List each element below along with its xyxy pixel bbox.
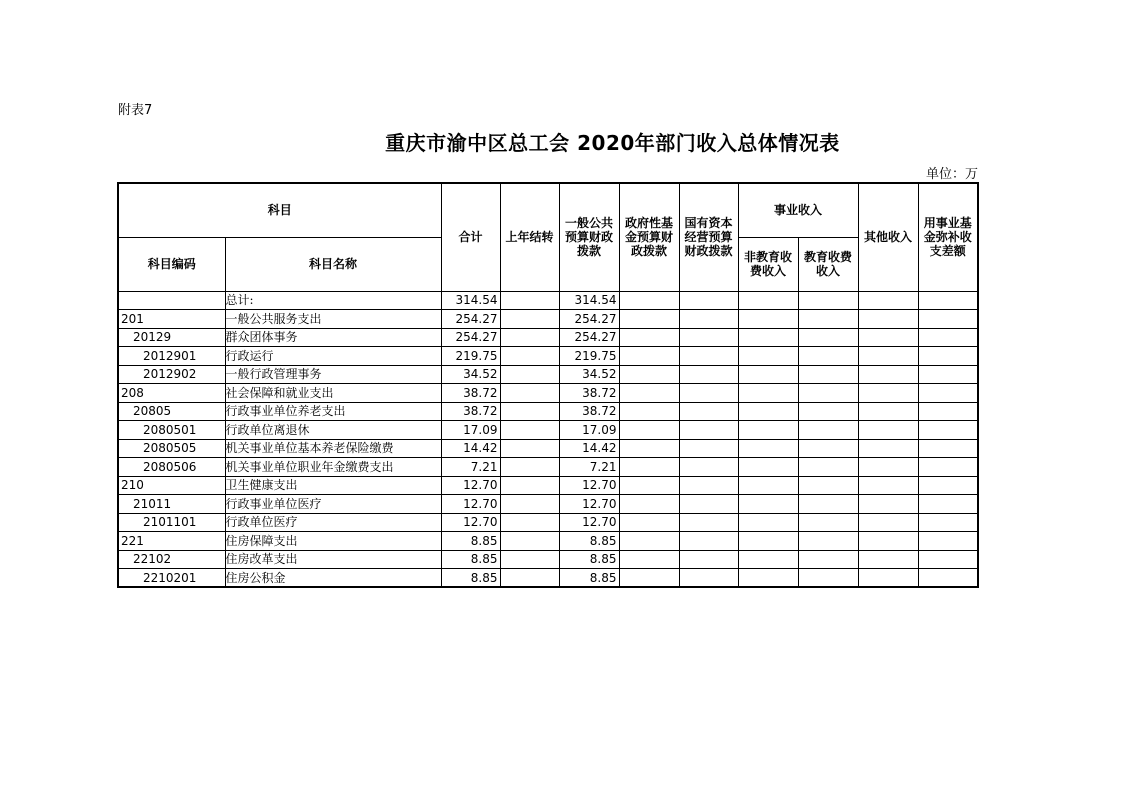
cell-non-edu-fee <box>738 550 798 569</box>
cell-name: 住房公积金 <box>225 569 441 588</box>
cell-other-income <box>858 569 918 588</box>
cell-total: 8.85 <box>441 550 500 569</box>
cell-total: 8.85 <box>441 569 500 588</box>
cell-non-edu-fee <box>738 291 798 310</box>
table-row <box>118 550 978 569</box>
cell-total: 254.27 <box>441 328 500 347</box>
cell-carryover <box>500 365 559 384</box>
cell-gov-fund <box>619 458 679 477</box>
table-row <box>118 495 978 514</box>
header-edu-fee: 教育收费收入 <box>798 237 858 291</box>
table-row <box>118 439 978 458</box>
cell-other-income <box>858 328 918 347</box>
cell-non-edu-fee <box>738 384 798 403</box>
cell-code: 22102 <box>118 550 225 569</box>
cell-general-budget: 38.72 <box>559 384 619 403</box>
cell-state-capital <box>679 513 738 532</box>
cell-total: 34.52 <box>441 365 500 384</box>
cell-edu-fee <box>798 569 858 588</box>
cell-fund-cover <box>918 513 978 532</box>
cell-other-income <box>858 513 918 532</box>
cell-non-edu-fee <box>738 513 798 532</box>
cell-code: 2101101 <box>118 513 225 532</box>
cell-carryover <box>500 347 559 366</box>
cell-general-budget: 12.70 <box>559 476 619 495</box>
cell-edu-fee <box>798 384 858 403</box>
cell-code: 208 <box>118 384 225 403</box>
cell-edu-fee <box>798 458 858 477</box>
cell-total: 38.72 <box>441 402 500 421</box>
cell-total: 14.42 <box>441 439 500 458</box>
cell-name: 住房保障支出 <box>225 532 441 551</box>
cell-carryover <box>500 458 559 477</box>
cell-carryover <box>500 421 559 440</box>
cell-other-income <box>858 476 918 495</box>
cell-state-capital <box>679 310 738 329</box>
header-state-capital: 国有资本经营预算财政拨款 <box>679 183 738 291</box>
cell-state-capital <box>679 402 738 421</box>
header-non-edu-fee: 非教育收费收入 <box>738 237 798 291</box>
cell-non-edu-fee <box>738 347 798 366</box>
table-body <box>118 291 978 587</box>
cell-edu-fee <box>798 365 858 384</box>
cell-code: 2080505 <box>118 439 225 458</box>
cell-total: 12.70 <box>441 513 500 532</box>
table-row <box>118 310 978 329</box>
table-row <box>118 458 978 477</box>
cell-non-edu-fee <box>738 476 798 495</box>
cell-non-edu-fee <box>738 365 798 384</box>
header-code: 科目编码 <box>118 237 225 291</box>
cell-general-budget: 8.85 <box>559 569 619 588</box>
table-row <box>118 532 978 551</box>
cell-gov-fund <box>619 550 679 569</box>
cell-gov-fund <box>619 384 679 403</box>
table-row <box>118 328 978 347</box>
cell-non-edu-fee <box>738 402 798 421</box>
cell-gov-fund <box>619 476 679 495</box>
cell-other-income <box>858 291 918 310</box>
cell-name: 行政单位离退休 <box>225 421 441 440</box>
cell-state-capital <box>679 550 738 569</box>
cell-state-capital <box>679 458 738 477</box>
cell-gov-fund <box>619 365 679 384</box>
cell-other-income <box>858 439 918 458</box>
cell-other-income <box>858 365 918 384</box>
header-total: 合计 <box>441 183 500 291</box>
cell-non-edu-fee <box>738 310 798 329</box>
cell-fund-cover <box>918 550 978 569</box>
cell-carryover <box>500 384 559 403</box>
cell-edu-fee <box>798 347 858 366</box>
cell-edu-fee <box>798 310 858 329</box>
attachment-label: 附表7 <box>118 103 153 118</box>
cell-carryover <box>500 402 559 421</box>
cell-edu-fee <box>798 402 858 421</box>
cell-name: 总计: <box>225 291 441 310</box>
table-row <box>118 402 978 421</box>
header-business-income: 事业收入 <box>738 183 858 237</box>
cell-total: 17.09 <box>441 421 500 440</box>
cell-code <box>118 291 225 310</box>
cell-state-capital <box>679 532 738 551</box>
cell-fund-cover <box>918 421 978 440</box>
cell-general-budget: 34.52 <box>559 365 619 384</box>
cell-edu-fee <box>798 513 858 532</box>
cell-edu-fee <box>798 328 858 347</box>
cell-general-budget: 7.21 <box>559 458 619 477</box>
cell-general-budget: 14.42 <box>559 439 619 458</box>
cell-state-capital <box>679 384 738 403</box>
cell-fund-cover <box>918 347 978 366</box>
cell-name: 群众团体事务 <box>225 328 441 347</box>
cell-name: 机关事业单位职业年金缴费支出 <box>225 458 441 477</box>
header-gov-fund: 政府性基金预算财政拨款 <box>619 183 679 291</box>
cell-total: 12.70 <box>441 476 500 495</box>
cell-fund-cover <box>918 495 978 514</box>
cell-name: 一般行政管理事务 <box>225 365 441 384</box>
unit-label: 单位：万 <box>925 167 978 182</box>
cell-carryover <box>500 328 559 347</box>
cell-gov-fund <box>619 402 679 421</box>
cell-non-edu-fee <box>738 458 798 477</box>
cell-code: 20129 <box>118 328 225 347</box>
cell-state-capital <box>679 328 738 347</box>
cell-code: 21011 <box>118 495 225 514</box>
cell-code: 210 <box>118 476 225 495</box>
cell-name: 卫生健康支出 <box>225 476 441 495</box>
table-row <box>118 476 978 495</box>
cell-non-edu-fee <box>738 421 798 440</box>
cell-other-income <box>858 495 918 514</box>
cell-state-capital <box>679 347 738 366</box>
cell-edu-fee <box>798 291 858 310</box>
cell-state-capital <box>679 495 738 514</box>
cell-total: 7.21 <box>441 458 500 477</box>
header-other-income: 其他收入 <box>858 183 918 291</box>
cell-fund-cover <box>918 439 978 458</box>
cell-state-capital <box>679 476 738 495</box>
cell-total: 314.54 <box>441 291 500 310</box>
cell-edu-fee <box>798 439 858 458</box>
cell-name: 一般公共服务支出 <box>225 310 441 329</box>
cell-name: 行政运行 <box>225 347 441 366</box>
cell-total: 219.75 <box>441 347 500 366</box>
cell-non-edu-fee <box>738 569 798 588</box>
cell-general-budget: 254.27 <box>559 328 619 347</box>
table-row <box>118 347 978 366</box>
cell-non-edu-fee <box>738 532 798 551</box>
cell-gov-fund <box>619 421 679 440</box>
cell-gov-fund <box>619 347 679 366</box>
cell-carryover <box>500 291 559 310</box>
cell-code: 20805 <box>118 402 225 421</box>
cell-general-budget: 8.85 <box>559 550 619 569</box>
cell-carryover <box>500 495 559 514</box>
cell-name: 行政事业单位养老支出 <box>225 402 441 421</box>
page-title: 重庆市渝中区总工会 2020年部门收入总体情况表 <box>385 131 840 155</box>
cell-total: 8.85 <box>441 532 500 551</box>
cell-code: 2080501 <box>118 421 225 440</box>
cell-carryover <box>500 310 559 329</box>
cell-edu-fee <box>798 532 858 551</box>
income-table <box>117 182 979 588</box>
cell-gov-fund <box>619 439 679 458</box>
cell-fund-cover <box>918 291 978 310</box>
cell-carryover <box>500 476 559 495</box>
header-fund-cover: 用事业基金弥补收支差额 <box>918 183 978 291</box>
cell-state-capital <box>679 365 738 384</box>
cell-general-budget: 254.27 <box>559 310 619 329</box>
cell-fund-cover <box>918 328 978 347</box>
header-general-budget: 一般公共预算财政拨款 <box>559 183 619 291</box>
cell-carryover <box>500 569 559 588</box>
cell-code: 2012901 <box>118 347 225 366</box>
cell-non-edu-fee <box>738 495 798 514</box>
cell-fund-cover <box>918 310 978 329</box>
cell-gov-fund <box>619 513 679 532</box>
table-row <box>118 384 978 403</box>
cell-gov-fund <box>619 328 679 347</box>
cell-total: 38.72 <box>441 384 500 403</box>
cell-general-budget: 12.70 <box>559 513 619 532</box>
cell-name: 机关事业单位基本养老保险缴费 <box>225 439 441 458</box>
header-subject: 科目 <box>118 183 441 237</box>
cell-carryover <box>500 550 559 569</box>
cell-general-budget: 12.70 <box>559 495 619 514</box>
cell-state-capital <box>679 291 738 310</box>
table-row <box>118 291 978 310</box>
cell-total: 12.70 <box>441 495 500 514</box>
cell-state-capital <box>679 569 738 588</box>
cell-gov-fund <box>619 532 679 551</box>
cell-other-income <box>858 402 918 421</box>
cell-fund-cover <box>918 458 978 477</box>
cell-edu-fee <box>798 495 858 514</box>
cell-gov-fund <box>619 291 679 310</box>
cell-fund-cover <box>918 532 978 551</box>
cell-name: 住房改革支出 <box>225 550 441 569</box>
cell-carryover <box>500 532 559 551</box>
cell-edu-fee <box>798 476 858 495</box>
cell-general-budget: 219.75 <box>559 347 619 366</box>
cell-code: 2012902 <box>118 365 225 384</box>
cell-state-capital <box>679 439 738 458</box>
cell-general-budget: 314.54 <box>559 291 619 310</box>
cell-state-capital <box>679 421 738 440</box>
cell-code: 2080506 <box>118 458 225 477</box>
cell-general-budget: 8.85 <box>559 532 619 551</box>
header-carryover: 上年结转 <box>500 183 559 291</box>
header-name: 科目名称 <box>225 237 441 291</box>
cell-fund-cover <box>918 402 978 421</box>
cell-non-edu-fee <box>738 328 798 347</box>
cell-edu-fee <box>798 550 858 569</box>
cell-fund-cover <box>918 476 978 495</box>
table-row <box>118 365 978 384</box>
cell-fund-cover <box>918 384 978 403</box>
cell-code: 2210201 <box>118 569 225 588</box>
table-row <box>118 421 978 440</box>
cell-total: 254.27 <box>441 310 500 329</box>
cell-code: 221 <box>118 532 225 551</box>
cell-other-income <box>858 550 918 569</box>
cell-other-income <box>858 347 918 366</box>
cell-code: 201 <box>118 310 225 329</box>
cell-non-edu-fee <box>738 439 798 458</box>
cell-other-income <box>858 532 918 551</box>
cell-edu-fee <box>798 421 858 440</box>
cell-other-income <box>858 384 918 403</box>
cell-gov-fund <box>619 310 679 329</box>
cell-general-budget: 38.72 <box>559 402 619 421</box>
cell-carryover <box>500 439 559 458</box>
cell-other-income <box>858 310 918 329</box>
cell-fund-cover <box>918 569 978 588</box>
cell-fund-cover <box>918 365 978 384</box>
cell-general-budget: 17.09 <box>559 421 619 440</box>
table-row <box>118 513 978 532</box>
cell-gov-fund <box>619 495 679 514</box>
cell-carryover <box>500 513 559 532</box>
cell-gov-fund <box>619 569 679 588</box>
cell-other-income <box>858 458 918 477</box>
cell-name: 行政单位医疗 <box>225 513 441 532</box>
cell-name: 社会保障和就业支出 <box>225 384 441 403</box>
cell-name: 行政事业单位医疗 <box>225 495 441 514</box>
cell-other-income <box>858 421 918 440</box>
table-row <box>118 569 978 588</box>
